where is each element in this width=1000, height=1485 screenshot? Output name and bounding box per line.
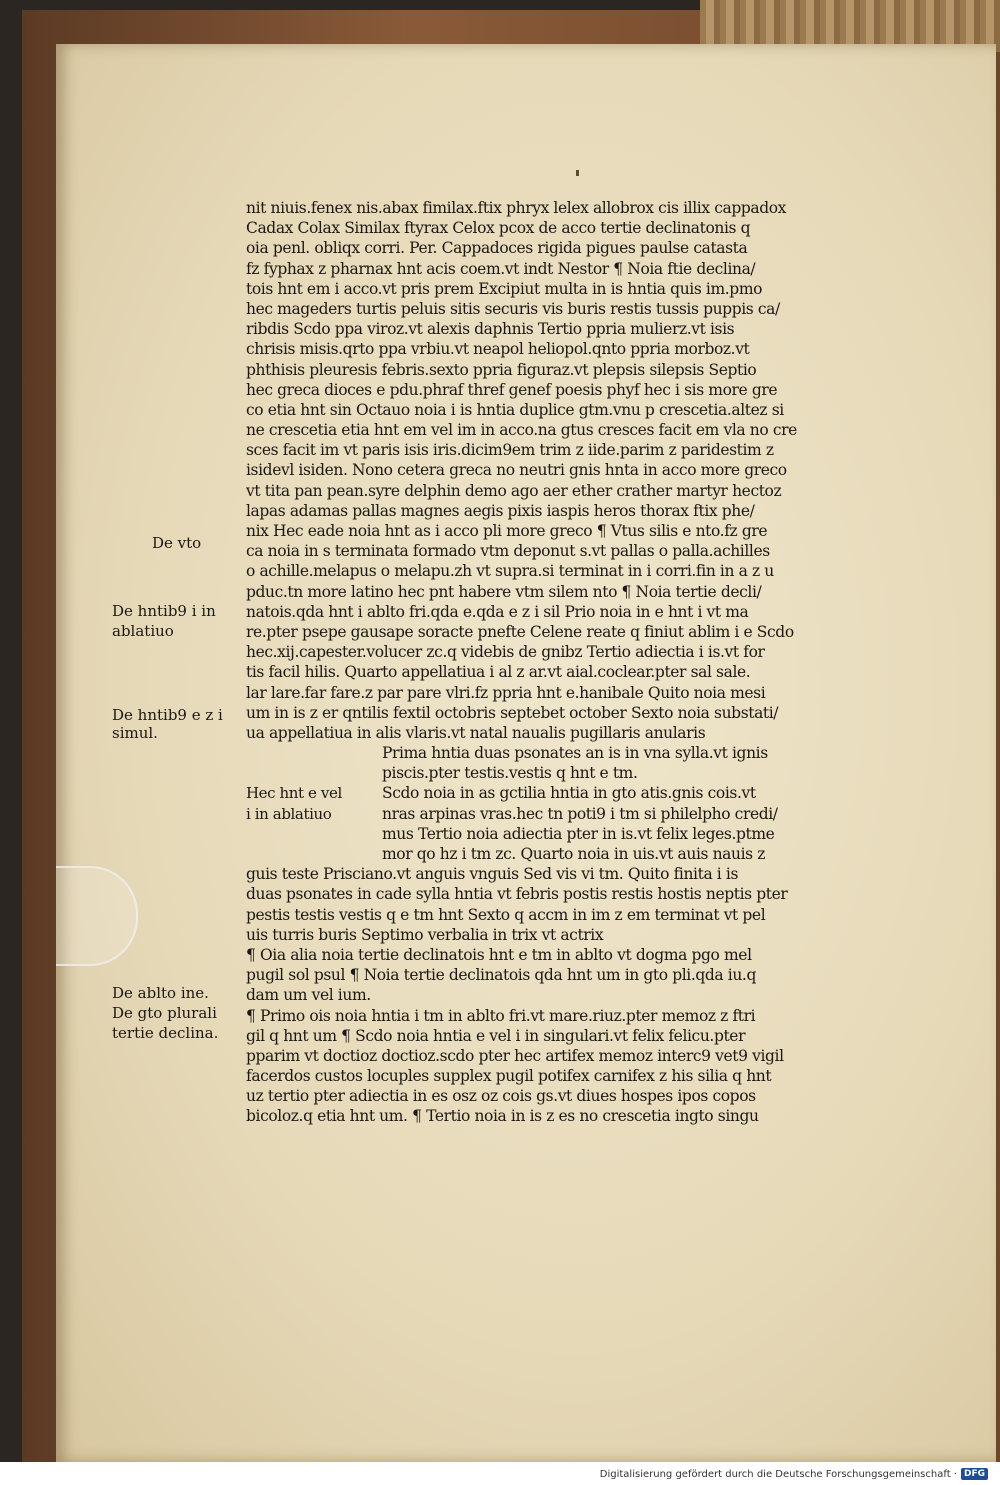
text-line: hec mageders turtis peluis sitis securis vis buris restis tussis puppis ca/ (246, 299, 780, 318)
text-line: fz fyphax z pharnax hnt acis coem.vt indt Nestor ¶ Noia ftie declina/ (246, 259, 756, 278)
margin-note: De gto plurali (112, 1004, 217, 1022)
inline-side-label: Hec hnt e vel (246, 784, 342, 803)
text-line: um in is z er qntilis fextil octobris septebet october Sexto noia substati/ (246, 703, 779, 722)
text-line: vt tita pan pean.syre delphin demo ago aer ether crather martyr hectoz (246, 481, 782, 500)
margin-note: De ablto ine. (112, 984, 209, 1002)
text-column (246, 198, 828, 1127)
text-line: tois hnt em i acco.vt pris prem Excipiut multa in is hntia quis im.pmo (246, 279, 763, 298)
text-line: nras arpinas vras.hec tn poti9 i tm si philelpho credi/ (382, 804, 778, 823)
text-line: uis turris buris Septimo verbalia in trix vt actrix (246, 925, 604, 944)
text-line-with-label (246, 783, 828, 803)
text-line: ca noia in s terminata formado vtm deponut s.vt pallas o palla.achilles (246, 542, 770, 561)
text-line: bicoloz.q etia hnt um. ¶ Tertio noia in is z es no crescetia ingto singu (246, 1107, 759, 1126)
text-line: sces facit im vt paris isis iris.dicim9em trim z iide.parim z paridestim z (246, 441, 774, 460)
text-line: isidevl isiden. Nono cetera greca no neutri gnis hnta in acco more greco (246, 461, 787, 480)
dfg-logo: DFG (961, 1468, 988, 1480)
text-line: phthisis pleuresis febris.sexto ppria figuraz.vt plepsis silepsis Septio (246, 360, 757, 379)
text-line: chrisis misis.qrto ppa vrbiu.vt neapol heliopol.qnto ppria morboz.vt (246, 340, 750, 359)
text-line: natois.qda hnt i ablto fri.qda e.qda e z i sil Prio noia in e hnt i vt ma (246, 602, 749, 621)
text-line: uz tertio pter adiectia in es osz oz cois gs.vt diues hospes ipos copos (246, 1087, 756, 1106)
text-line: Cadax Colax Similax ftyrax Celox pcox de acco tertie declinatonis q (246, 219, 751, 238)
text-line: ua appellatiua in alis vlaris.vt natal naualis pugillaris anularis (246, 723, 706, 742)
margin-note: De vto (152, 534, 202, 552)
text-line: Prima hntia duas psonates an is in vna sylla.vt ignis (382, 744, 768, 763)
text-line: hec.xij.capester.volucer zc.q videbis de gnibz Tertio adiectia i is.vt for (246, 643, 765, 662)
text-line: gil q hnt um ¶ Scdo noia hntia e vel i in singulari.vt felix felicu.pter (246, 1026, 746, 1045)
ink-mark (576, 170, 579, 176)
margin-note: ablatiuo (112, 622, 174, 640)
text-line: duas psonates in cade sylla hntia vt febris postis restis hostis neptis pter (246, 885, 788, 904)
text-line: re.pter psepe gausape soracte pnefte Celene reate q finiut ablim i e Scdo (246, 622, 794, 641)
text-line: co etia hnt sin Octauo noia i is hntia duplice gtm.vnu p crescetia.altez si (246, 400, 784, 419)
text-line: oia penl. obliqx corri. Per. Cappadoces rigida pigues paulse catasta (246, 239, 748, 258)
text-line: o achille.melapus o melapu.zh vt supra.si terminat in i corri.fin in a z u (246, 562, 774, 581)
text-line: ¶ Primo ois noia hntia i tm in ablto fri.vt mare.riuz.pter memoz z ftri (246, 1006, 756, 1025)
margin-note: simul. (112, 724, 158, 742)
text-line: nit niuis.fenex nis.abax fimilax.ftix phryx lelex allobrox cis illix cappadox (246, 199, 786, 217)
text-line: facerdos custos locuples supplex pugil potifex carnifex z his silia q hnt (246, 1067, 772, 1086)
page-clip (56, 866, 138, 966)
text-line: pduc.tn more latino hec pnt habere vtm silem nto ¶ Noia tertie decli/ (246, 582, 762, 601)
text-line: ne crescetia etia hnt em vel im in acco.na gtus cresces facit em vla no cre (246, 421, 797, 440)
text-line: ribdis Scdo ppa viroz.vt alexis daphnis Tertio ppria mulierz.vt isis (246, 320, 735, 339)
inline-side-label: i in ablatiuo (246, 804, 332, 823)
text-line: pparim vt doctioz doctioz.scdo pter hec artifex memoz interc9 vet9 vigil (246, 1046, 784, 1065)
margin-note: De hntib9 e z i (112, 706, 223, 724)
text-line-with-label (246, 804, 828, 824)
footer-credit (600, 1466, 988, 1482)
margin-note: tertie declina. (112, 1024, 219, 1042)
text-line: nix Hec eade noia hnt as i acco pli more greco ¶ Vtus silis e nto.fz gre (246, 522, 768, 540)
text-line: piscis.pter testis.vestis q hnt e tm. (382, 764, 638, 783)
text-line: tis facil hilis. Quarto appellatiua i al z ar.vt aial.coclear.pter sal sale. (246, 663, 751, 682)
footer-text: Digitalisierung gefördert durch die Deutsche Forschungsgemeinschaft · (599, 1468, 957, 1480)
text-line: ¶ Oia alia noia tertie declinatois hnt e tm in ablto vt dogma pgo mel (246, 945, 752, 964)
text-line: lapas adamas pallas magnes aegis pixis iaspis heros thorax ftix phe/ (246, 501, 755, 520)
text-line: lar lare.far fare.z par pare vlri.fz ppria hnt e.hanibale Quito noia mesi (246, 683, 766, 702)
text-line: guis teste Prisciano.vt anguis vnguis Sed vis vi tm. Quito finita i is (246, 865, 739, 884)
text-line: pugil sol psul ¶ Noia tertie declinatois qda hnt um in gto pli.qda iu.q (246, 966, 756, 985)
text-line: dam um vel ium. (246, 986, 371, 1005)
text-line: Scdo noia in as gctilia hntia in gto atis.gnis cois.vt (382, 784, 756, 803)
text-line: mus Tertio noia adiectia pter in is.vt felix leges.ptme (382, 824, 775, 843)
text-line: mor qo hz i tm zc. Quarto noia in uis.vt auis nauis z (382, 845, 766, 863)
text-line: pestis testis vestis q e tm hnt Sexto q accm in im z em terminat vt pel (246, 905, 766, 924)
margin-note: De hntib9 i in (112, 602, 216, 620)
text-line: hec greca dioces e pdu.phraf thref genef poesis phyf hec i sis more gre (246, 380, 778, 399)
